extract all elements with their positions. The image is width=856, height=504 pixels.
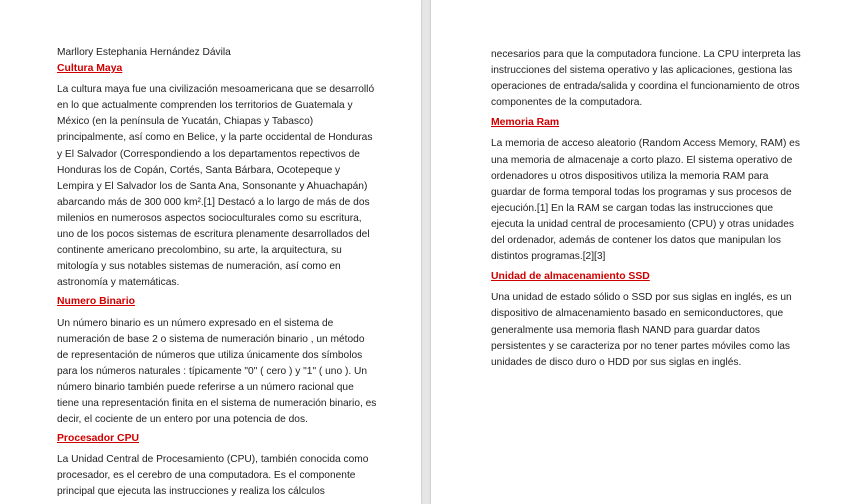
heading-numero-binario: Numero Binario	[57, 296, 135, 308]
page-content[interactable]	[491, 47, 806, 374]
paragraph-numero-binario: Un número binario es un número expresado en el sistema de numeración de base 2 o sistema de numeración binario , un método de representación de números que utiliza únicamente dos símbolos para los números naturales : típicamente "0" ( cero ) y "1" ( uno ). Un número binario también puede referirse a un número racional que tiene una representación finita en el sistema de numeración binario, es decir, el cociente de un entero por una potencia de dos.	[57, 317, 377, 426]
author-name: Marllory Estephania Hernández Dávila	[57, 47, 231, 58]
paragraph-cultura-maya: La cultura maya fue una civilización mesoamericana que se desarrolló en lo que actualmente comprenden los territorios de Guatemala y México (en la península de Yucatán, Chiapas y Tabasco) principalmente, así como en Belice, y la parte occidental de Honduras y El Salvador (Correspondiendo a los departamentos repectivos de Honduras los de Copán, Cortés, Santa Bárbara, Ocotepeque y Lempira y El Salvador los de Santa Ana, Sonsonante y Ahuachapán) abarcando más de 300 000 km².[1] Destacó a lo largo de más de dos milenios en numerosos aspectos socioculturales como su escritura, uno de los pocos sistemas de escritura plenamente desarrollados del continente americano precolombino, su arte, la arquitectura, su mitología y sus notables sistemas de numeración, así como en astronomía y matemáticas.	[57, 84, 375, 289]
page-content[interactable]	[57, 45, 377, 504]
paragraph-memoria-ram: La memoria de acceso aleatorio (Random Access Memory, RAM) es una memoria de almacenaje a corto plazo. El sistema operativo de ordenadores u otros dispositivos utiliza la memoria RAM para guardar de forma temporal todas los programas y sus procesos de ejecución.[1] En la RAM se cargan todas las instrucciones que ejecuta la unidad central de procesamiento (CPU) y otras unidades del ordenador, además de contener los datos que manipulan los distintos programas.[2][3]	[491, 138, 800, 263]
paragraph-cpu-continuation: necesarios para que la computadora funcione. La CPU interpreta las instrucciones del sistema operativo y las aplicaciones, gestiona las operaciones de entrada/salida y coordina el funcionamiento de otros componentes de la computadora.	[491, 49, 801, 109]
paragraph-unidad-ssd: Una unidad de estado sólido o SSD por sus siglas en inglés, es un dispositivo de almacenamiento basado en semiconductores, que generalmente usa memoria flash NAND para guardar datos persistentes y se caracteriza por no tener partes móviles como las unidades de disco duro o HDD por sus siglas en inglés.	[491, 292, 792, 368]
document-page-left	[0, 0, 421, 504]
paragraph-procesador-cpu: La Unidad Central de Procesamiento (CPU), también conocida como procesador, es el cerebro de una computadora. Es el componente principal que ejecuta las instrucciones y realiza los cálculos	[57, 454, 369, 498]
heading-unidad-ssd: Unidad de almacenamiento SSD	[491, 271, 650, 283]
document-page-right	[431, 0, 856, 504]
heading-cultura-maya: Cultura Maya	[57, 63, 123, 75]
heading-procesador-cpu: Procesador CPU	[57, 433, 139, 445]
heading-memoria-ram: Memoria Ram	[491, 117, 560, 129]
